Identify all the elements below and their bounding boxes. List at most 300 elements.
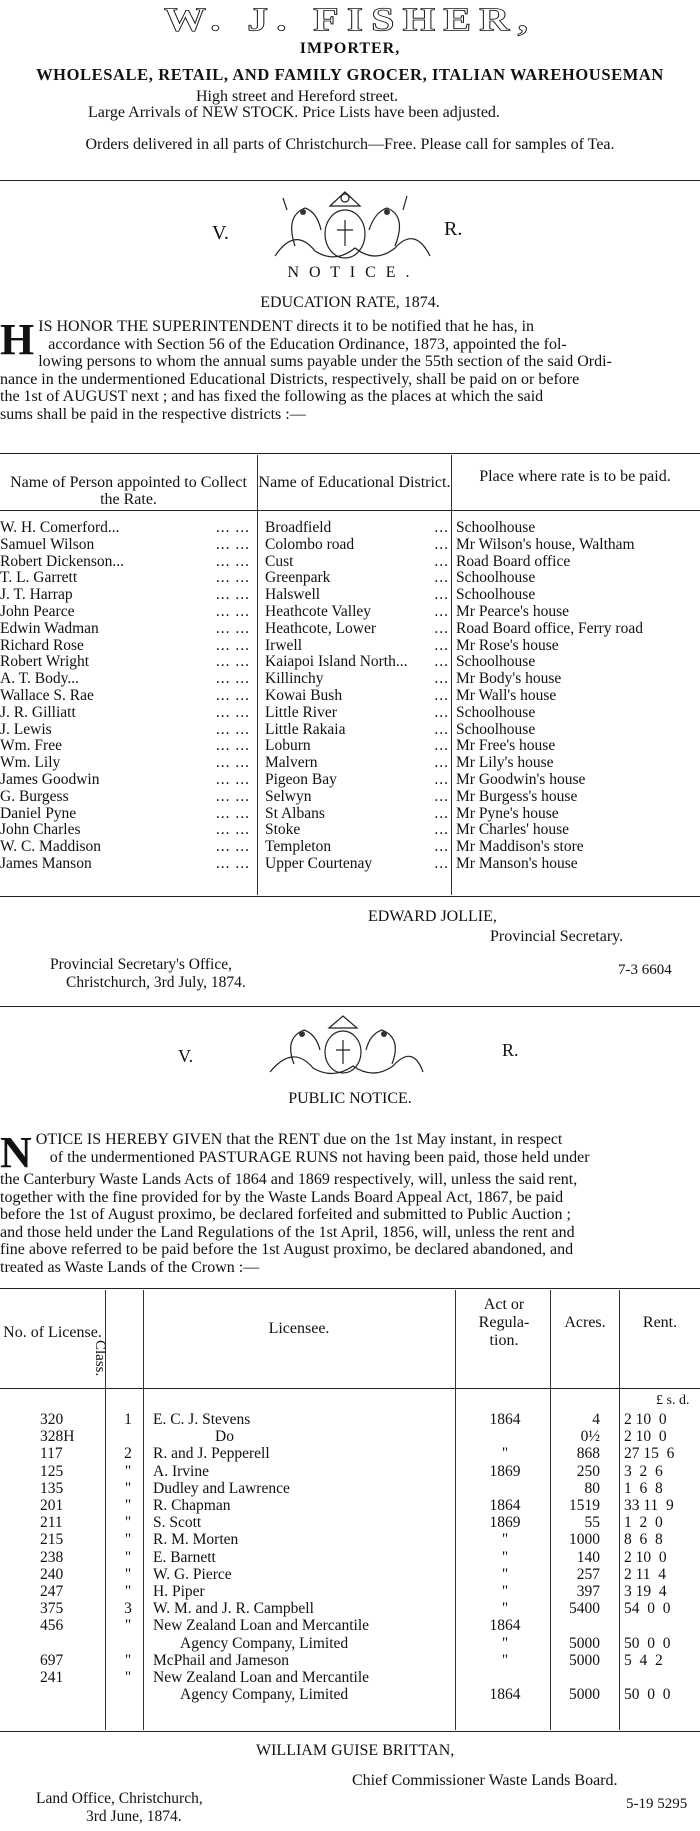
- acres-value: 257: [576, 1565, 600, 1583]
- collector-name-text: Robert Wright: [0, 653, 90, 671]
- licensee-name: W. M. and J. R. Campbell: [153, 1600, 314, 1618]
- licensee-name: E. Barnett: [153, 1548, 216, 1566]
- rent-value: 2 10 0: [624, 1411, 667, 1428]
- license-number: 201: [40, 1497, 64, 1514]
- payment-place: [456, 670, 696, 688]
- leader-dots: ... ...: [215, 754, 250, 772]
- payment-place: [456, 855, 696, 873]
- district-name: [265, 586, 449, 604]
- rent-value: 50 0 0: [624, 1634, 671, 1652]
- leader-dots: ...: [434, 821, 449, 839]
- leader-dots: ... ...: [215, 737, 250, 755]
- district-name: [265, 737, 449, 755]
- leader-dots: ...: [434, 787, 449, 805]
- collector-name-text: J. R. Gilliatt: [0, 703, 76, 721]
- license-class: ": [124, 1479, 132, 1497]
- district-name-text: Little Rakaia: [265, 720, 346, 738]
- collector-name: [0, 838, 250, 856]
- col-header-text: Rent.: [642, 1314, 678, 1331]
- column-divider: [451, 455, 452, 895]
- licensee-name: W. G. Pierce: [153, 1565, 232, 1583]
- license-number: 328H: [40, 1428, 75, 1446]
- payment-place: [456, 637, 696, 655]
- collector-name: [0, 704, 250, 722]
- leader-dots: ...: [434, 804, 449, 822]
- payment-place: [456, 704, 696, 722]
- payment-place-text: Schoolhouse: [456, 703, 536, 721]
- leader-dots: ... ...: [215, 670, 250, 688]
- acres-value: 1000: [569, 1531, 600, 1549]
- col-header-license-no: [0, 1323, 105, 1342]
- district-name: [265, 620, 449, 638]
- collector-name: [0, 637, 250, 655]
- district-name: [265, 754, 449, 772]
- leader-dots: ... ...: [215, 519, 250, 536]
- licensee-name: R. Chapman: [153, 1497, 231, 1514]
- collector-name: [0, 805, 250, 823]
- collector-name-text: Samuel Wilson: [0, 535, 95, 553]
- rent-value: 2 10 0: [624, 1428, 667, 1446]
- district-name-text: Loburn: [265, 737, 311, 755]
- license-class: ": [124, 1514, 132, 1532]
- col-header-text: Acres.: [564, 1314, 606, 1331]
- district-name: [265, 704, 449, 722]
- license-class: ": [124, 1565, 132, 1583]
- vr-v-letter: V.: [212, 222, 229, 244]
- acres-value: 4: [592, 1411, 600, 1428]
- district-name-text: Colombo road: [265, 535, 355, 553]
- collector-name-text: Richard Rose: [0, 636, 84, 654]
- act-year: 1864: [489, 1497, 521, 1514]
- license-class: ": [124, 1669, 132, 1686]
- dropcap: H: [0, 315, 35, 364]
- leader-dots: ...: [434, 670, 449, 688]
- collector-name: [0, 670, 250, 688]
- para-line: before the 1st of August proximo, be declared forfeited and submitted to Public Auction ;: [0, 1206, 571, 1223]
- payment-place: [456, 687, 696, 705]
- col-header-text: Name of Person appointed to Collect the Rate.: [10, 474, 247, 508]
- district-name-text: Heathcote, Lower: [265, 619, 377, 637]
- act-year: ": [501, 1634, 509, 1652]
- leader-dots: ... ...: [215, 603, 250, 620]
- leader-dots: ...: [434, 720, 449, 738]
- payment-place: [456, 737, 696, 755]
- collector-name: [0, 855, 250, 873]
- para-line: IS HONOR THE SUPERINTENDENT directs it to be notified that he has, in: [38, 318, 535, 335]
- licensee-name: New Zealand Loan and Mercantile: [153, 1669, 370, 1686]
- district-name: [265, 553, 449, 571]
- education-notice-paragraph: [0, 315, 700, 423]
- payment-place-text: Mr Maddison's store: [456, 838, 584, 856]
- act-year: 1864: [489, 1411, 521, 1428]
- table-bottom-rule: [0, 1731, 700, 1732]
- column-divider: [143, 1290, 144, 1730]
- column-divider: [257, 455, 258, 895]
- acres-value: 80: [584, 1479, 600, 1497]
- payment-place-text: Mr Manson's house: [456, 855, 578, 872]
- district-name-text: Selwyn: [265, 787, 312, 805]
- advert-trade: WHOLESALE, RETAIL, AND FAMILY GROCER, ITALIAN WAREHOUSEMAN: [36, 65, 664, 84]
- advert-address: High street and Hereford street.: [196, 88, 399, 105]
- collector-name: [0, 754, 250, 772]
- payment-place: [456, 788, 696, 806]
- leader-dots: ...: [434, 754, 449, 772]
- leader-dots: ...: [434, 535, 449, 553]
- payment-place: [456, 553, 696, 571]
- col-header-text: Act or Regula- tion.: [478, 1296, 530, 1349]
- district-name-text: Stoke: [265, 821, 301, 839]
- collector-name-text: Edwin Wadman: [0, 619, 99, 637]
- public-notice-paragraph: [0, 1128, 700, 1276]
- payment-place-text: Schoolhouse: [456, 519, 536, 536]
- leader-dots: ...: [434, 838, 449, 856]
- collector-name-text: James Goodwin: [0, 771, 100, 788]
- license-class: ": [124, 1548, 132, 1566]
- collector-name: [0, 569, 250, 587]
- col-header-text: Place where rate is to be paid.: [479, 468, 671, 485]
- col-header-act: [463, 1296, 545, 1350]
- leader-dots: ...: [434, 619, 449, 637]
- payment-place: [456, 721, 696, 739]
- table-top-rule: [0, 1288, 700, 1289]
- rent-value: 8 6 8: [624, 1531, 663, 1549]
- para-line: together with the fine provided for by the Waste Lands Board Appeal Act, 1867, be paid: [0, 1188, 564, 1206]
- leader-dots: ... ...: [215, 771, 250, 788]
- collector-name-text: A. T. Body...: [0, 670, 79, 688]
- acres-value: 55: [584, 1514, 600, 1532]
- payment-place: [456, 653, 696, 671]
- district-name-text: Templeton: [265, 838, 332, 856]
- leader-dots: ...: [434, 703, 449, 721]
- advert-stock: Large Arrivals of NEW STOCK. Price Lists have been adjusted.: [88, 104, 500, 121]
- col-header-text: Class.: [92, 1340, 108, 1377]
- district-name: [265, 721, 449, 739]
- payment-place-text: Mr Free's house: [456, 737, 556, 755]
- acres-value: 397: [576, 1583, 600, 1600]
- licensee-name: R. M. Morten: [153, 1531, 239, 1549]
- collector-name: [0, 788, 250, 806]
- acres-value: 5000: [569, 1651, 600, 1669]
- act-year: 1864: [489, 1686, 521, 1704]
- licensee-name: New Zealand Loan and Mercantile: [153, 1617, 370, 1635]
- payment-place-text: Schoolhouse: [456, 720, 536, 738]
- collector-name: [0, 653, 250, 671]
- license-number: 125: [40, 1462, 64, 1480]
- district-name-text: Killinchy: [265, 670, 324, 688]
- vr-r-letter: R.: [502, 1040, 519, 1060]
- payment-place-text: Schoolhouse: [456, 653, 536, 671]
- collector-name: [0, 771, 250, 789]
- rent-value: 27 15 6: [624, 1445, 675, 1463]
- leader-dots: ... ...: [215, 838, 250, 856]
- act-year: 1869: [489, 1514, 521, 1532]
- para-line: the Canterbury Waste Lands Acts of 1864 and 1869 respectively, will, unless the said rent,: [0, 1171, 578, 1188]
- collector-name: [0, 737, 250, 755]
- payment-place-text: Mr Lily's house: [456, 754, 554, 772]
- col-header-text: £ s. d.: [656, 1393, 690, 1408]
- district-name: [265, 536, 449, 554]
- signer-title: Chief Commissioner Waste Lands Board.: [352, 1772, 618, 1789]
- para-line: and those held under the Land Regulations of the 1st April, 1856, will, unless the rent and: [0, 1223, 575, 1241]
- district-name-text: Pigeon Bay: [265, 771, 337, 788]
- collector-name-text: Wm. Lily: [0, 754, 61, 772]
- education-rate-heading: EDUCATION RATE, 1874.: [260, 294, 440, 311]
- para-line: of the undermentioned PASTURAGE RUNS not having been paid, those held under: [49, 1148, 590, 1166]
- leader-dots: ... ...: [215, 653, 250, 671]
- rent-value: 2 11 4: [624, 1565, 667, 1583]
- royal-coat-of-arms-icon: [255, 186, 435, 266]
- district-name-text: Little River: [265, 703, 337, 721]
- acres-value: 250: [576, 1462, 600, 1480]
- license-class: 3: [124, 1600, 132, 1618]
- licensee-name: R. and J. Pepperell: [153, 1445, 270, 1463]
- district-name: [265, 653, 449, 671]
- collector-name-text: James Manson: [0, 855, 92, 872]
- leader-dots: ... ...: [215, 703, 250, 721]
- license-class: 1: [124, 1411, 132, 1428]
- leader-dots: ... ...: [215, 821, 250, 839]
- rent-value: 1 6 8: [624, 1479, 663, 1497]
- district-name-text: Greenpark: [265, 569, 331, 587]
- payment-place-text: Mr Rose's house: [456, 636, 559, 654]
- leader-dots: ...: [434, 737, 449, 755]
- rent-value: 50 0 0: [624, 1686, 671, 1704]
- payment-place-text: Road Board office, Ferry road: [456, 619, 643, 637]
- acres-value: 868: [576, 1445, 600, 1463]
- collector-name-text: Wm. Free: [0, 737, 62, 755]
- rent-value: 33 11 9: [624, 1497, 674, 1514]
- signer-title: Provincial Secretary.: [490, 928, 624, 945]
- col-header-rent: [620, 1314, 700, 1332]
- collector-name: [0, 603, 250, 621]
- leader-dots: ...: [434, 855, 449, 872]
- collector-name: [0, 687, 250, 705]
- district-name: [265, 855, 449, 873]
- rent-value: 5 4 2: [624, 1651, 663, 1669]
- col-header-text: No. of License.: [3, 1324, 102, 1341]
- license-number: 238: [40, 1548, 64, 1566]
- district-name: [265, 788, 449, 806]
- vr-v-letter: V.: [178, 1046, 194, 1066]
- signer-name: EDWARD JOLLIE,: [368, 908, 497, 925]
- licensee-name: A. Irvine: [153, 1462, 209, 1480]
- licensee-name: S. Scott: [153, 1514, 202, 1532]
- col-header-class: [91, 1340, 108, 1376]
- license-class: ": [124, 1531, 132, 1549]
- para-line: OTICE IS HEREBY GIVEN that the RENT due on the 1st May instant, in respect: [35, 1131, 563, 1148]
- license-number: 241: [40, 1669, 64, 1686]
- payment-place: [456, 771, 696, 789]
- payment-place: [456, 838, 696, 856]
- date-line: 3rd June, 1874.: [86, 1808, 182, 1825]
- license-class: ": [124, 1462, 132, 1480]
- district-name-text: Kaiapoi Island North...: [265, 653, 408, 671]
- table-bottom-rule: [0, 896, 700, 897]
- collector-name: [0, 721, 250, 739]
- district-name: [265, 687, 449, 705]
- payment-place: [456, 569, 696, 587]
- district-name: [265, 637, 449, 655]
- license-number: 320: [40, 1411, 64, 1428]
- leader-dots: ... ...: [215, 720, 250, 738]
- col-header-place: [455, 468, 695, 485]
- leader-dots: ...: [434, 603, 449, 620]
- advert-importer: IMPORTER,: [299, 40, 401, 57]
- acres-value: 5000: [569, 1686, 600, 1704]
- payment-place: [456, 586, 696, 604]
- col-header-text: Licensee.: [268, 1320, 330, 1337]
- act-year: ": [501, 1531, 509, 1549]
- leader-dots: ...: [434, 552, 449, 570]
- payment-place-text: Mr Burgess's house: [456, 787, 578, 805]
- licensee-name: Dudley and Lawrence: [153, 1479, 290, 1497]
- signer-name: WILLIAM GUISE BRITTAN,: [256, 1742, 455, 1759]
- dropcap: N: [0, 1128, 32, 1177]
- leader-dots: ... ...: [215, 787, 250, 805]
- leader-dots: ...: [434, 519, 449, 536]
- license-number: 697: [40, 1651, 64, 1669]
- collector-name: [0, 586, 250, 604]
- collector-name: [0, 536, 250, 554]
- act-year: ": [501, 1583, 509, 1600]
- col-header-collector: [0, 474, 257, 508]
- license-class: 2: [124, 1445, 132, 1463]
- rent-value: 2 10 0: [624, 1548, 667, 1566]
- collector-name-text: Robert Dickenson...: [0, 552, 124, 570]
- payment-place: [456, 519, 696, 537]
- license-number: 215: [40, 1531, 64, 1549]
- district-name: [265, 569, 449, 587]
- acres-value: 0½: [580, 1428, 600, 1446]
- rent-value: 54 0 0: [624, 1600, 671, 1618]
- acres-value: 5400: [569, 1600, 600, 1618]
- district-name-text: Cust: [265, 552, 294, 570]
- payment-place: [456, 754, 696, 772]
- payment-place-text: Mr Wall's house: [456, 687, 557, 704]
- collector-name-text: J. T. Harrap: [0, 586, 73, 604]
- act-year: 1869: [489, 1462, 521, 1480]
- district-name: [265, 519, 449, 537]
- payment-place-text: Schoolhouse: [456, 569, 536, 587]
- payment-place-text: Mr Pearce's house: [456, 603, 569, 620]
- district-name-text: Malvern: [265, 754, 318, 772]
- leader-dots: ... ...: [215, 535, 250, 553]
- license-number: 117: [40, 1445, 63, 1463]
- collector-name: [0, 519, 250, 537]
- license-class: ": [124, 1497, 132, 1514]
- acres-value: 5000: [569, 1634, 600, 1652]
- column-divider: [550, 1290, 551, 1730]
- collector-name-text: J. Lewis: [0, 720, 52, 738]
- vr-r-letter: R.: [444, 218, 463, 240]
- col-header-text: Name of Educational District.: [258, 474, 451, 491]
- divider: [0, 180, 700, 181]
- collector-name-text: T. L. Garrett: [0, 569, 78, 587]
- leader-dots: ...: [434, 636, 449, 654]
- rent-value: 3 19 4: [624, 1583, 667, 1600]
- license-number: 247: [40, 1583, 64, 1600]
- payment-place: [456, 620, 696, 638]
- payment-place-text: Schoolhouse: [456, 586, 536, 604]
- acres-value: 1519: [569, 1497, 600, 1514]
- district-name: [265, 771, 449, 789]
- act-year: ": [501, 1548, 509, 1566]
- district-name: [265, 805, 449, 823]
- rent-value: 1 2 0: [624, 1514, 663, 1532]
- district-name-text: Irwell: [265, 636, 303, 654]
- leader-dots: ...: [434, 771, 449, 788]
- date-line: Christchurch, 3rd July, 1874.: [66, 974, 246, 991]
- licensee-name: H. Piper: [153, 1583, 205, 1600]
- payment-place-text: Mr Charles' house: [456, 821, 569, 839]
- leader-dots: ... ...: [215, 804, 250, 822]
- license-number: 135: [40, 1479, 64, 1497]
- act-year: 1864: [489, 1617, 521, 1635]
- collector-name-text: John Charles: [0, 821, 81, 839]
- payment-place-text: Mr Goodwin's house: [456, 771, 586, 788]
- leader-dots: ... ...: [215, 552, 250, 570]
- reference-number: 7-3 6604: [618, 962, 672, 978]
- payment-place-text: Mr Body's house: [456, 670, 562, 688]
- leader-dots: ...: [434, 586, 449, 604]
- royal-coat-of-arms-icon: [258, 1012, 428, 1082]
- district-name-text: Upper Courtenay: [265, 855, 373, 872]
- rent-value: 3 2 6: [624, 1462, 663, 1480]
- payment-place: [456, 536, 696, 554]
- leader-dots: ... ...: [215, 619, 250, 637]
- col-header-lsd: [656, 1393, 689, 1409]
- leader-dots: ...: [434, 687, 449, 704]
- para-line: sums shall be paid in the respective districts :—: [0, 405, 306, 423]
- leader-dots: ... ...: [215, 586, 250, 604]
- leader-dots: ... ...: [215, 687, 250, 704]
- notice-heading: N O T I C E .: [287, 264, 413, 281]
- office-line: Land Office, Christchurch,: [36, 1790, 203, 1807]
- act-year: ": [501, 1445, 509, 1463]
- district-name: [265, 603, 449, 621]
- public-notice-heading: PUBLIC NOTICE.: [288, 1090, 412, 1107]
- collector-name-text: Wallace S. Rae: [0, 687, 94, 704]
- licensee-name: Agency Company, Limited: [180, 1686, 349, 1704]
- divider: [0, 1006, 700, 1007]
- col-header-licensee: [143, 1320, 455, 1338]
- para-line: lowing persons to whom the annual sums payable under the 55th section of the said Ordi-: [38, 353, 612, 370]
- act-year: ": [501, 1651, 509, 1669]
- licensee-name: McPhail and Jameson: [153, 1651, 290, 1669]
- license-number: 375: [40, 1600, 64, 1618]
- collector-name: [0, 553, 250, 571]
- payment-place: [456, 805, 696, 823]
- para-line: accordance with Section 56 of the Education Ordinance, 1873, appointed the fol-: [48, 335, 567, 353]
- payment-place: [456, 603, 696, 621]
- reference-number: 5-19 5295: [626, 1796, 688, 1812]
- collector-name-text: John Pearce: [0, 603, 75, 620]
- licensee-name: Do: [215, 1428, 234, 1446]
- office-line: Provincial Secretary's Office,: [50, 956, 232, 973]
- advert-delivery: Orders delivered in all parts of Christchurch—Free. Please call for samples of Tea.: [85, 136, 615, 153]
- column-divider: [455, 1290, 456, 1730]
- collector-name-text: W. C. Maddison: [0, 838, 102, 856]
- license-class: ": [124, 1617, 132, 1635]
- district-name-text: Kowai Bush: [265, 687, 343, 704]
- payment-place: [456, 821, 696, 839]
- leader-dots: ... ...: [215, 855, 250, 872]
- license-class: ": [124, 1583, 132, 1600]
- leader-dots: ...: [434, 653, 449, 671]
- payment-place-text: Mr Pyne's house: [456, 804, 559, 822]
- para-line: the 1st of AUGUST next ; and has fixed the following as the places at which the said: [0, 388, 544, 405]
- licensee-name: E. C. J. Stevens: [153, 1411, 251, 1428]
